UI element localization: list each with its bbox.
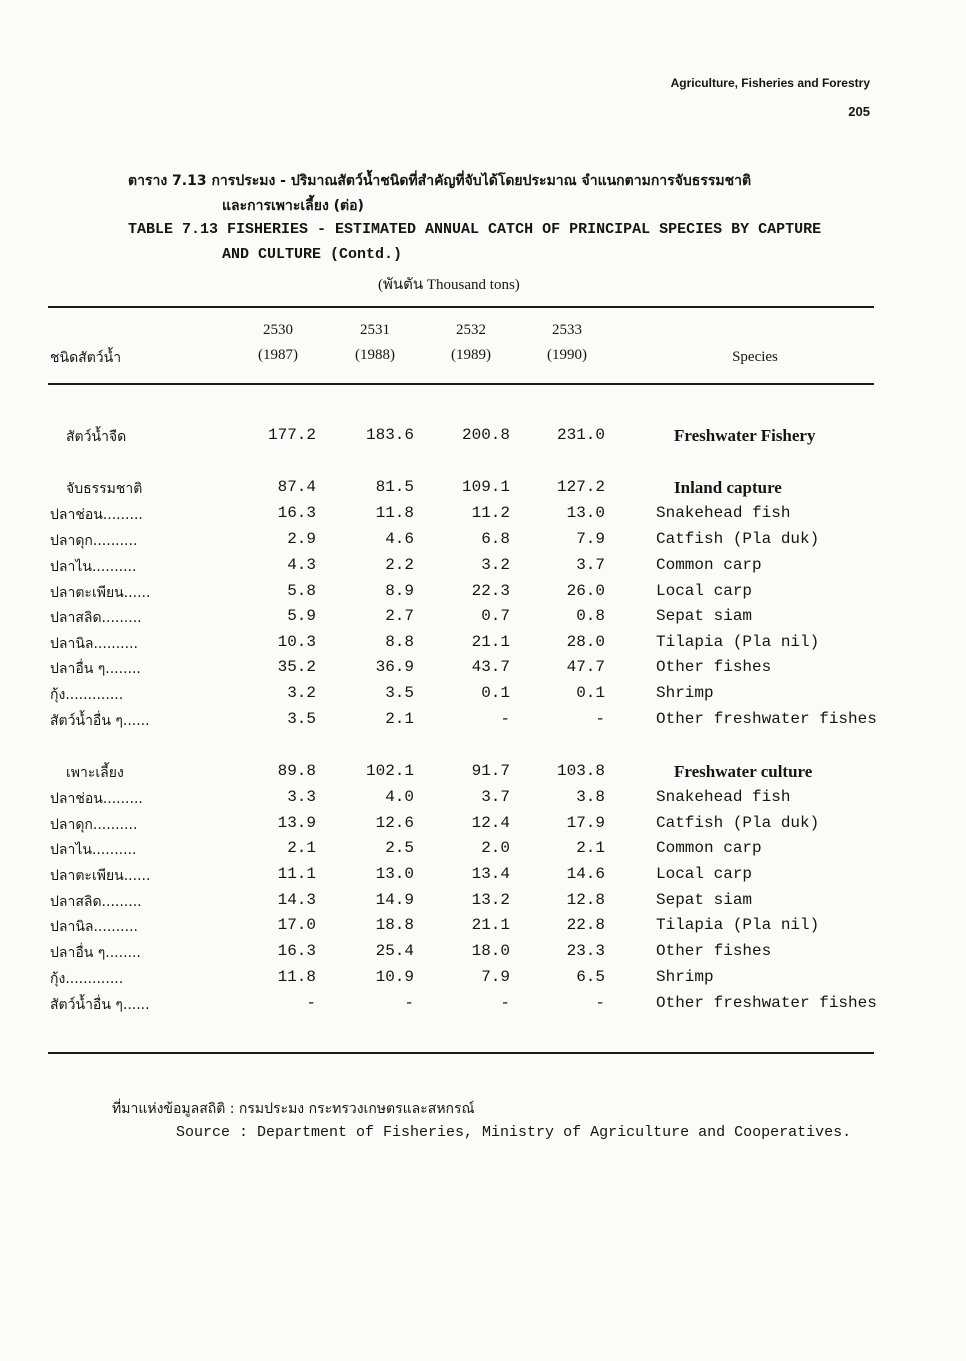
cell-value: 12.8 (566, 891, 605, 909)
row-label-species: Other freshwater fishes (656, 710, 877, 728)
source-english: Source : Department of Fisheries, Ministry of Agriculture and Cooperatives. (176, 1124, 852, 1141)
cell-value: 47.7 (566, 658, 605, 676)
row-label-thai: กุ้ง............. (50, 971, 124, 987)
cell-value: 18.0 (471, 942, 510, 960)
table-title-english: TABLE 7.13 FISHERIES - ESTIMATED ANNUAL CATCH OF PRINCIPAL SPECIES BY CAPTURE (128, 221, 822, 238)
row-label-thai: ปลาตะเพียน...... (50, 868, 151, 884)
cell-value: 0.1 (576, 684, 605, 702)
row-label-species: Common carp (656, 839, 762, 857)
page-number: 205 (848, 104, 870, 119)
row-label-species: Local carp (656, 582, 753, 600)
header-rule (48, 383, 874, 385)
table-row (0, 426, 966, 448)
cell-value: - (404, 994, 414, 1012)
row-label-thai: ปลาช่อน......... (50, 791, 143, 807)
column-header-thai: ชนิดสัตว์น้ำ (50, 350, 122, 366)
cell-value: 11.8 (277, 968, 316, 986)
cell-value: 6.5 (576, 968, 605, 986)
row-label-species: Catfish (Pla duk) (656, 530, 820, 548)
cell-value: 14.9 (375, 891, 414, 909)
cell-value: 43.7 (471, 658, 510, 676)
cell-value: 2.0 (481, 839, 510, 857)
cell-value: 0.1 (481, 684, 510, 702)
cell-value: 177.2 (267, 426, 316, 444)
table-title-thai-cont: และการเพาะเลี้ยง (ต่อ) (222, 198, 364, 214)
table-row (0, 814, 966, 836)
cell-value: 3.8 (576, 788, 605, 806)
row-label-species: Other fishes (656, 658, 772, 676)
row-label-thai: เพาะเลี้ยง (66, 765, 124, 781)
running-header: Agriculture, Fisheries and Forestry (670, 76, 870, 90)
row-label-species: Freshwater Fishery (674, 426, 816, 445)
cell-value: 109.1 (461, 478, 510, 496)
column-header-year-ce: (1990) (547, 347, 587, 363)
cell-value: - (306, 994, 316, 1012)
cell-value: 0.8 (576, 607, 605, 625)
cell-value: 7.9 (481, 968, 510, 986)
cell-value: 5.9 (287, 607, 316, 625)
cell-value: 23.3 (566, 942, 605, 960)
cell-value: 13.2 (471, 891, 510, 909)
cell-value: 3.7 (576, 556, 605, 574)
row-label-thai: สัตว์น้ำอื่น ๆ...... (50, 997, 150, 1013)
cell-value: 8.9 (385, 582, 414, 600)
row-label-species: Inland capture (674, 478, 782, 497)
top-rule (48, 306, 874, 308)
row-label-thai: สัตว์น้ำจืด (66, 429, 127, 445)
cell-value: 16.3 (277, 504, 316, 522)
cell-value: 2.5 (385, 839, 414, 857)
cell-value: 2.2 (385, 556, 414, 574)
cell-value: 35.2 (277, 658, 316, 676)
cell-value: 2.1 (287, 839, 316, 857)
table-row (0, 839, 966, 861)
row-label-thai: กุ้ง............. (50, 687, 124, 703)
cell-value: 22.3 (471, 582, 510, 600)
cell-value: 12.4 (471, 814, 510, 832)
table-row (0, 788, 966, 810)
row-label-thai: ปลาดุก.......... (50, 817, 138, 833)
row-label-thai: ปลาช่อน......... (50, 507, 143, 523)
table-row (0, 530, 966, 552)
cell-value: 14.3 (277, 891, 316, 909)
cell-value: 25.4 (375, 942, 414, 960)
row-label-species: Catfish (Pla duk) (656, 814, 820, 832)
cell-value: 11.1 (277, 865, 316, 883)
cell-value: 2.1 (385, 710, 414, 728)
table-row (0, 607, 966, 629)
cell-value: 13.4 (471, 865, 510, 883)
cell-value: 0.7 (481, 607, 510, 625)
cell-value: 17.9 (566, 814, 605, 832)
cell-value: - (595, 994, 605, 1012)
cell-value: 4.6 (385, 530, 414, 548)
cell-value: 18.8 (375, 916, 414, 934)
cell-value: 3.3 (287, 788, 316, 806)
row-label-thai: ปลานิล.......... (50, 636, 138, 652)
row-label-species: Sepat siam (656, 607, 753, 625)
cell-value: 28.0 (566, 633, 605, 651)
cell-value: 3.2 (287, 684, 316, 702)
row-label-species: Snakehead fish (656, 788, 791, 806)
table-row (0, 865, 966, 887)
cell-value: 11.2 (471, 504, 510, 522)
table-row (0, 633, 966, 655)
cell-value: - (500, 994, 510, 1012)
row-label-thai: ปลาไน.......... (50, 559, 137, 575)
table-row (0, 556, 966, 578)
table-title-thai: ตาราง 7.13 การประมง - ปริมาณสัตว์น้ำชนิดที่สำคัญที่จับได้โดยประมาณ จำแนกตามการจับธรรมชาติ (128, 173, 752, 189)
cell-value: 26.0 (566, 582, 605, 600)
unit-label: (พันตัน Thousand tons) (378, 277, 520, 293)
cell-value: 6.8 (481, 530, 510, 548)
cell-value: 87.4 (277, 478, 316, 496)
cell-value: 17.0 (277, 916, 316, 934)
column-header-species: Species (732, 349, 778, 365)
cell-value: 21.1 (471, 633, 510, 651)
cell-value: 200.8 (461, 426, 510, 444)
cell-value: 2.9 (287, 530, 316, 548)
column-header-year-ce: (1989) (451, 347, 491, 363)
table-row (0, 942, 966, 964)
row-label-thai: ปลาสลิด......... (50, 894, 142, 910)
cell-value: 3.7 (481, 788, 510, 806)
cell-value: 91.7 (471, 762, 510, 780)
cell-value: 2.1 (576, 839, 605, 857)
row-label-thai: จับธรรมชาติ (66, 481, 143, 497)
cell-value: 13.0 (566, 504, 605, 522)
row-label-species: Snakehead fish (656, 504, 791, 522)
column-header-year-be: 2531 (360, 322, 390, 338)
cell-value: 8.8 (385, 633, 414, 651)
table-row (0, 582, 966, 604)
row-label-species: Shrimp (656, 684, 714, 702)
cell-value: 4.0 (385, 788, 414, 806)
table-title-english-cont: AND CULTURE (Contd.) (222, 246, 403, 263)
cell-value: 3.5 (287, 710, 316, 728)
cell-value: 13.9 (277, 814, 316, 832)
cell-value: 36.9 (375, 658, 414, 676)
column-header-year-be: 2530 (263, 322, 293, 338)
row-label-species: Sepat siam (656, 891, 753, 909)
row-label-thai: สัตว์น้ำอื่น ๆ...... (50, 713, 150, 729)
row-label-thai: ปลาอื่น ๆ........ (50, 661, 141, 677)
cell-value: 89.8 (277, 762, 316, 780)
table-row (0, 478, 966, 500)
column-header-year-ce: (1987) (258, 347, 298, 363)
row-label-thai: ปลาตะเพียน...... (50, 585, 151, 601)
table-row (0, 658, 966, 680)
row-label-thai: ปลาดุก.......... (50, 533, 138, 549)
cell-value: 16.3 (277, 942, 316, 960)
table-row (0, 684, 966, 706)
row-label-thai: ปลาสลิด......... (50, 610, 142, 626)
bottom-rule (48, 1052, 874, 1054)
cell-value: 231.0 (556, 426, 605, 444)
table-row (0, 504, 966, 526)
row-label-species: Local carp (656, 865, 753, 883)
cell-value: 11.8 (375, 504, 414, 522)
cell-value: 10.3 (277, 633, 316, 651)
row-label-species: Tilapia (Pla nil) (656, 916, 820, 934)
source-thai: ที่มาแห่งข้อมูลสถิติ : กรมประมง กระทรวงเกษตรและสหกรณ์ (112, 1101, 475, 1117)
cell-value: 183.6 (365, 426, 414, 444)
cell-value: - (500, 710, 510, 728)
table-row (0, 994, 966, 1016)
cell-value: 13.0 (375, 865, 414, 883)
table-row (0, 762, 966, 784)
cell-value: 7.9 (576, 530, 605, 548)
cell-value: 2.7 (385, 607, 414, 625)
row-label-thai: ปลานิล.......... (50, 919, 138, 935)
cell-value: 3.5 (385, 684, 414, 702)
cell-value: 3.2 (481, 556, 510, 574)
cell-value: - (595, 710, 605, 728)
table-row (0, 710, 966, 732)
cell-value: 127.2 (556, 478, 605, 496)
row-label-species: Common carp (656, 556, 762, 574)
cell-value: 103.8 (556, 762, 605, 780)
cell-value: 22.8 (566, 916, 605, 934)
cell-value: 14.6 (566, 865, 605, 883)
row-label-species: Tilapia (Pla nil) (656, 633, 820, 651)
row-label-thai: ปลาอื่น ๆ........ (50, 945, 141, 961)
row-label-species: Shrimp (656, 968, 714, 986)
row-label-thai: ปลาไน.......... (50, 842, 137, 858)
column-header-year-ce: (1988) (355, 347, 395, 363)
cell-value: 21.1 (471, 916, 510, 934)
row-label-species: Other freshwater fishes (656, 994, 877, 1012)
row-label-species: Freshwater culture (674, 762, 813, 781)
cell-value: 12.6 (375, 814, 414, 832)
row-label-species: Other fishes (656, 942, 772, 960)
table-row (0, 891, 966, 913)
table-row (0, 916, 966, 938)
cell-value: 81.5 (375, 478, 414, 496)
cell-value: 102.1 (365, 762, 414, 780)
cell-value: 5.8 (287, 582, 316, 600)
table-row (0, 968, 966, 990)
column-header-year-be: 2532 (456, 322, 486, 338)
cell-value: 4.3 (287, 556, 316, 574)
column-header-year-be: 2533 (552, 322, 582, 338)
cell-value: 10.9 (375, 968, 414, 986)
